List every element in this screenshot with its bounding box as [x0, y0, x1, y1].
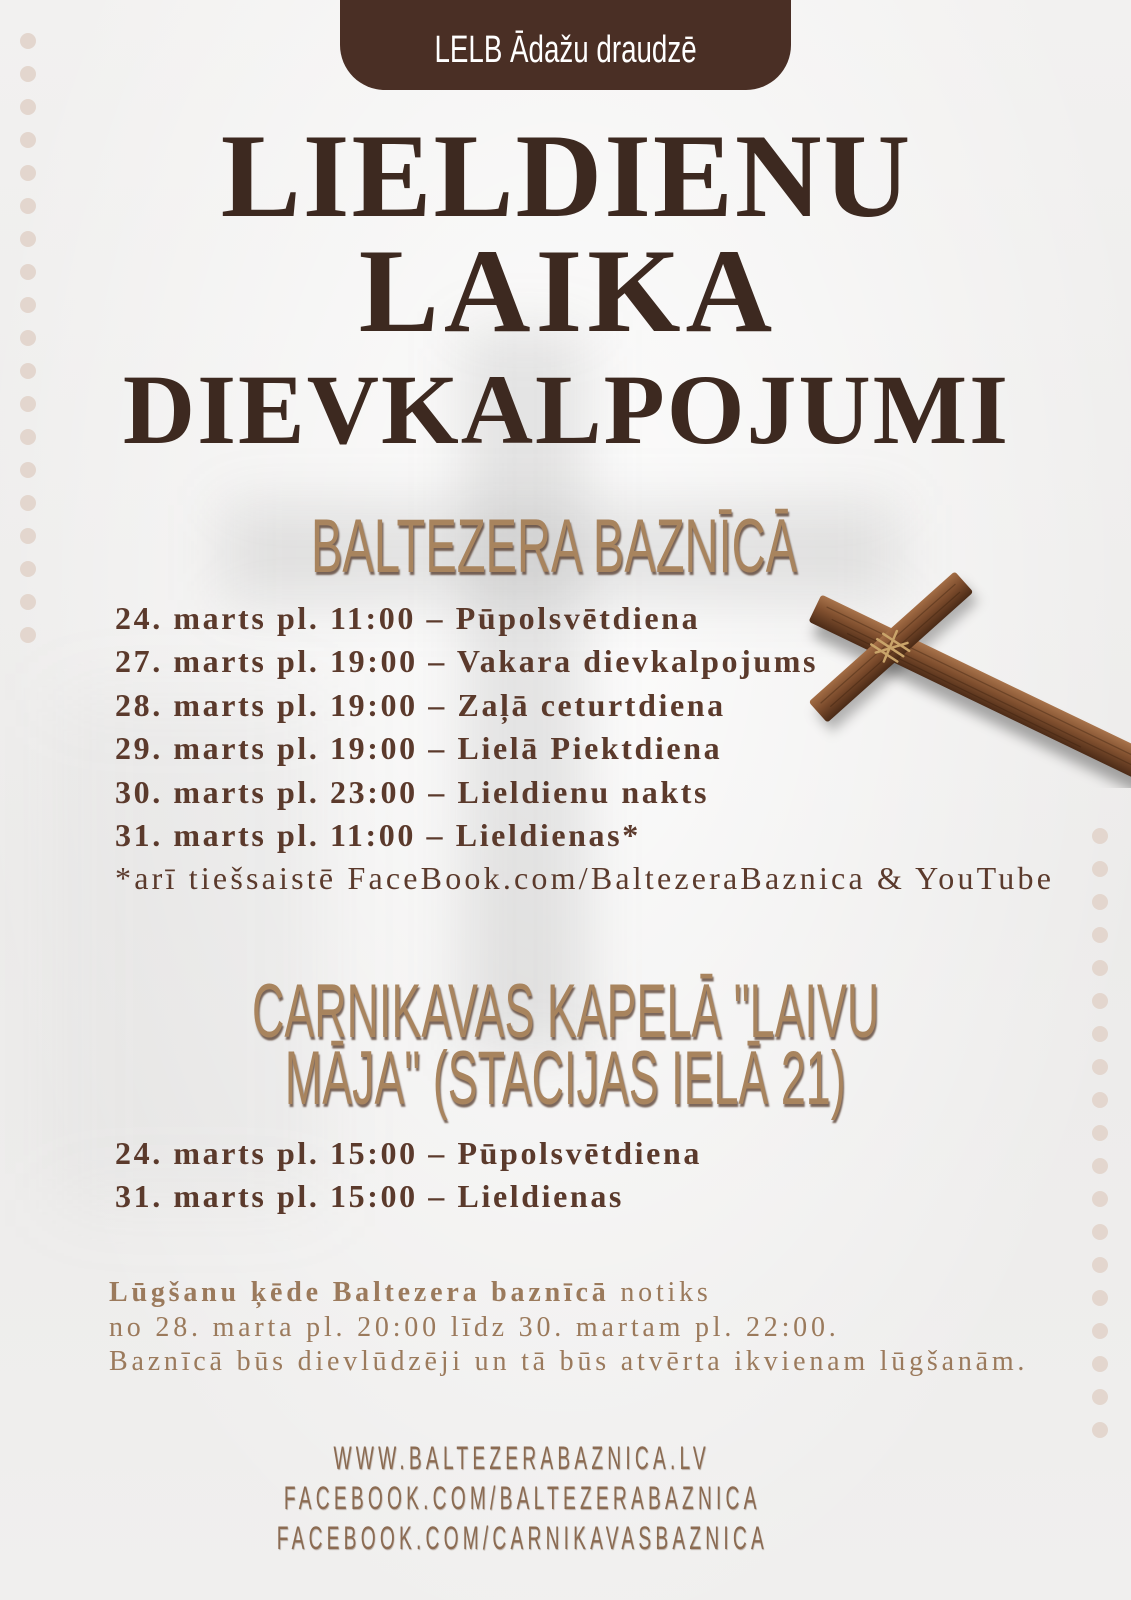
- decorative-dot: [20, 33, 36, 49]
- prayer-line-2: no 28. marta pl. 20:00 līdz 30. martam pl. 22:00.: [109, 1311, 840, 1343]
- decorative-dot: [1092, 960, 1108, 976]
- facebook-carnikava-link-text: FACEBOOK.COM/CARNIKAVASBAZNICA: [276, 1520, 768, 1556]
- title-line-3: DIEVKALPOJUMI: [122, 354, 1011, 465]
- schedule-item: 27. marts pl. 19:00 – Vakara dievkalpojums: [115, 643, 819, 680]
- schedule-item: 31. marts pl. 15:00 – Lieldienas: [115, 1178, 624, 1215]
- decorative-dot: [1092, 894, 1108, 910]
- decorative-dot: [1092, 1323, 1108, 1339]
- decorative-dot: [1092, 828, 1108, 844]
- decorative-dot: [20, 627, 36, 643]
- schedule-item: 30. marts pl. 23:00 – Lieldienu nakts: [115, 773, 710, 810]
- decorative-dot: [1092, 1356, 1108, 1372]
- decorative-dot: [1092, 927, 1108, 943]
- facebook-carnikava-link: [0, 1518, 1044, 1558]
- prayer-chain-info: [109, 1276, 1028, 1380]
- decorative-dot: [1092, 1290, 1108, 1306]
- title-line-2: LAIKA: [358, 224, 778, 357]
- decorative-dot: [20, 462, 36, 478]
- org-name: [340, 31, 791, 69]
- carnikava-heading-line-1: CARNIKAVAS KAPELĀ "LAIVU: [251, 969, 880, 1054]
- prayer-line-3: Baznīcā būs dievlūdzēji un tā būs atvērta ikvienam lūgšanām.: [109, 1346, 1029, 1378]
- decorative-dot: [1092, 861, 1108, 877]
- web-links: [0, 1438, 1044, 1558]
- schedule-item: 24. marts pl. 15:00 – Pūpolsvētdiena: [115, 1135, 702, 1171]
- prayer-line-1: [109, 1276, 1028, 1311]
- schedule-item: 29. marts pl. 19:00 – Lielā Piektdiena: [115, 730, 723, 767]
- baltezers-heading: [0, 504, 1108, 589]
- decorative-dot: [1092, 1257, 1108, 1273]
- carnikava-heading: [0, 969, 1131, 1121]
- org-badge: [340, 0, 791, 90]
- facebook-baltezers-link: [0, 1478, 1044, 1518]
- facebook-baltezers-link-text: FACEBOOK.COM/BALTEZERABAZNICA: [283, 1480, 761, 1516]
- carnikava-heading-line-2: MĀJA" (STACIJAS IELĀ 21): [285, 1036, 846, 1121]
- carnikava-schedule: [115, 1132, 702, 1219]
- baltezers-schedule: [115, 597, 1054, 901]
- prayer-bold: Lūgšanu ķēde Baltezera baznīcā: [109, 1277, 610, 1308]
- schedule-item: 28. marts pl. 19:00 – Zaļā ceturtdiena: [115, 686, 726, 723]
- website-link: [0, 1438, 1044, 1478]
- title-line-1: LIELDIENU: [220, 109, 913, 242]
- schedule-item: 31. marts pl. 11:00 – Lieldienas*: [115, 817, 641, 854]
- decorative-dot: [1092, 1224, 1108, 1240]
- decorative-dot: [20, 99, 36, 115]
- decorative-dot: [1092, 1125, 1108, 1141]
- org-name-text: LELB Ādažu draudzē: [434, 29, 697, 71]
- decorative-dot: [1092, 1389, 1108, 1405]
- decorative-dot: [1092, 1158, 1108, 1174]
- schedule-item: 24. marts pl. 11:00 – Pūpolsvētdiena: [115, 600, 701, 636]
- decorative-dot: [20, 66, 36, 82]
- decorative-dot: [20, 594, 36, 610]
- prayer-rest: notiks: [620, 1277, 712, 1308]
- decorative-dot: [1092, 1191, 1108, 1207]
- baltezers-heading-text: BALTEZERA BAZNĪCĀ: [310, 504, 798, 589]
- website-link-text: WWW.BALTEZERABAZNICA.LV: [333, 1440, 711, 1476]
- decorative-dot: [1092, 1422, 1108, 1438]
- online-note: *arī tiešsaistē FaceBook.com/BaltezeraBaznica & YouTube: [115, 860, 1055, 897]
